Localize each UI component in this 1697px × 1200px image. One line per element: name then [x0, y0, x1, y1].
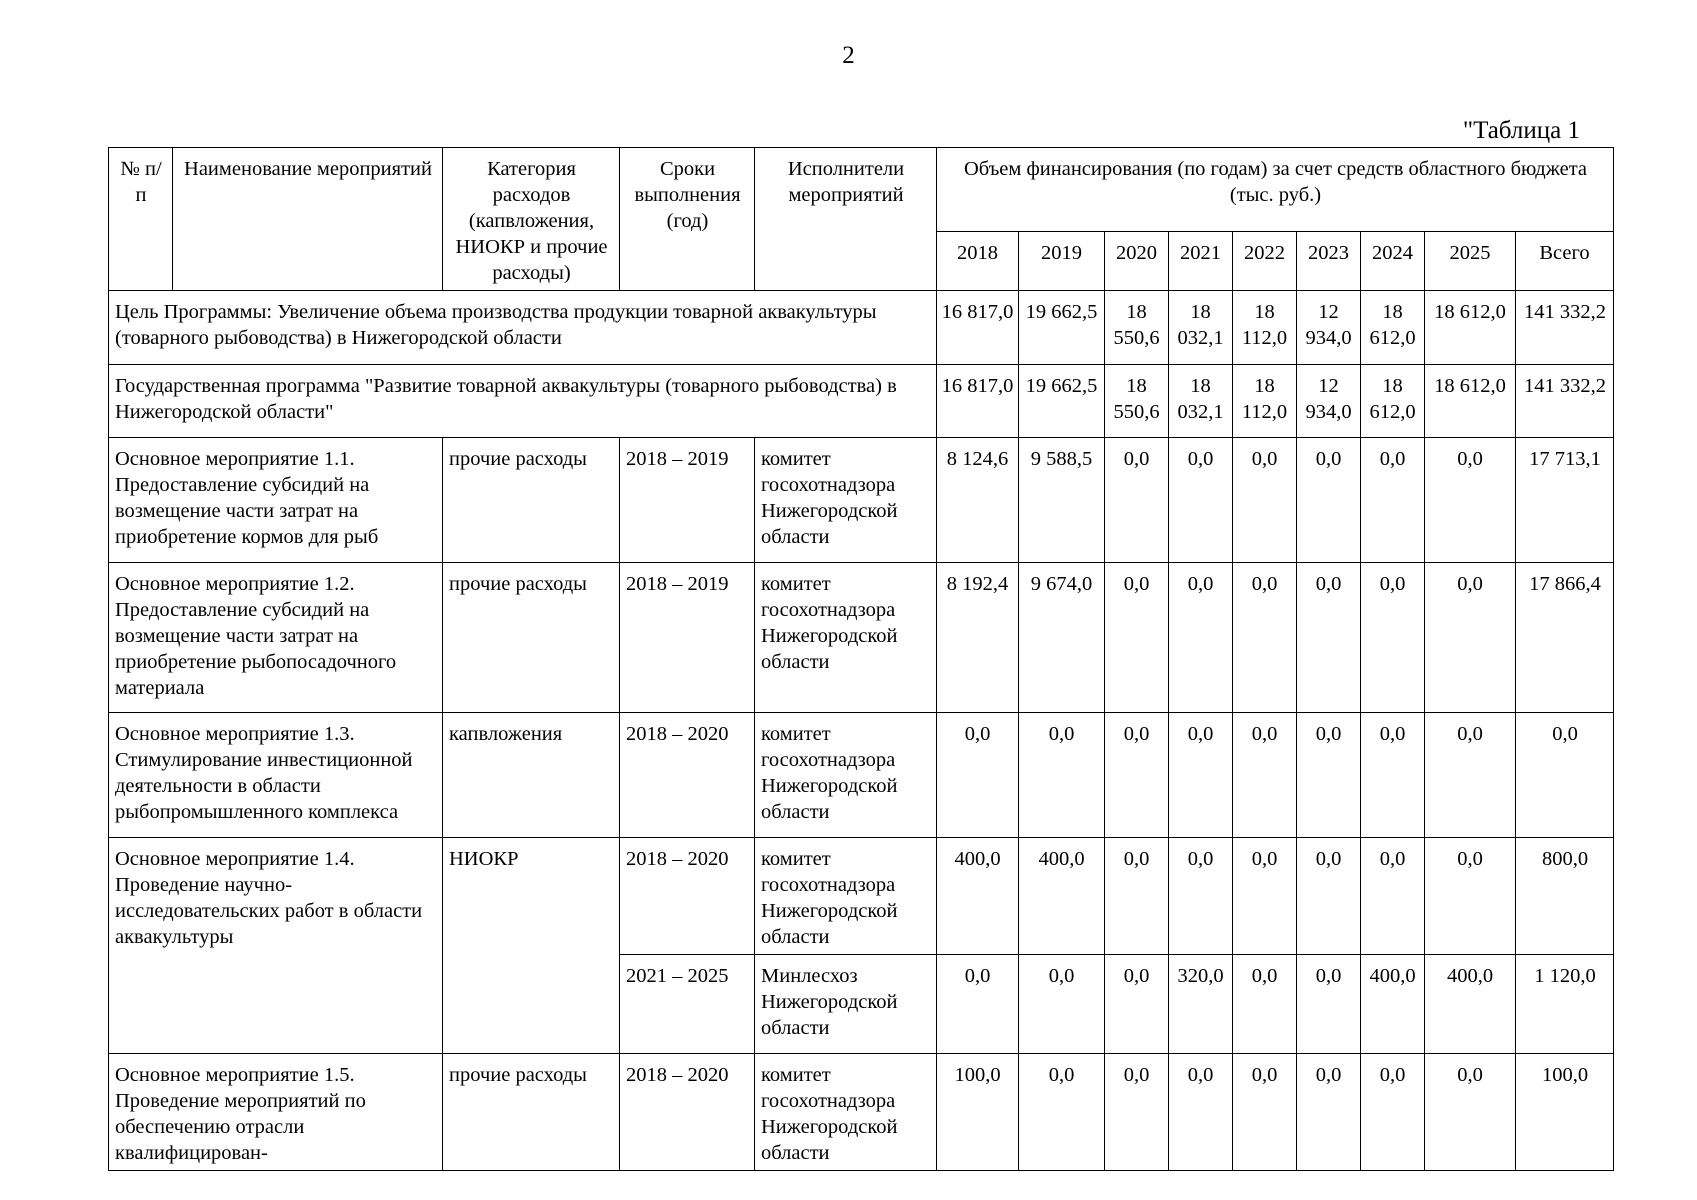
measure-executor: комитет госохотнадзора Нижегородской области: [755, 438, 937, 563]
measure-value: 0,0: [1019, 1054, 1105, 1171]
goal-value: 18 550,6: [1105, 291, 1169, 365]
goal-row: [109, 291, 1614, 365]
measure-value: 0,0: [1105, 563, 1169, 713]
program-value: 18 032,1: [1169, 365, 1233, 438]
measure-total: 17 866,4: [1516, 563, 1614, 713]
measure-value: 0,0: [1297, 955, 1361, 1054]
measure-value: 0,0: [1105, 838, 1169, 955]
measure-value: 0,0: [1019, 713, 1105, 838]
header-year: 2018: [937, 231, 1019, 290]
measure-executor: комитет госохотнадзора Нижегородской области: [755, 838, 937, 955]
measure-name: Основное мероприятие 1.5. Проведение мероприятий по обеспечению отрасли квалифицирован-: [109, 1054, 443, 1171]
measure-total: 17 713,1: [1516, 438, 1614, 563]
measure-name: Основное мероприятие 1.3. Стимулирование инвестиционной деятельности в области рыбопромышленного комплекса: [109, 713, 443, 838]
header-category: Категория расходов (капвложения, НИОКР и прочие расходы): [443, 148, 620, 291]
table-row: [109, 713, 1614, 838]
page-number: 2: [842, 42, 855, 69]
table-header-row: [109, 148, 1614, 232]
table-row: [109, 563, 1614, 713]
header-year: 2023: [1297, 231, 1361, 290]
table-row: [109, 1054, 1614, 1171]
measure-value: 9 674,0: [1019, 563, 1105, 713]
measure-category: капвложения: [443, 713, 620, 838]
measure-category: прочие расходы: [443, 563, 620, 713]
measure-value: 0,0: [1425, 438, 1516, 563]
measure-name: Основное мероприятие 1.2. Предоставление субсидий на возмещение части затрат на приобретение рыбопосадочного материала: [109, 563, 443, 713]
measure-category: НИОКР: [443, 838, 620, 1054]
goal-value: 18 612,0: [1425, 291, 1516, 365]
measure-value: 0,0: [1105, 438, 1169, 563]
measure-value: 0,0: [1105, 713, 1169, 838]
measure-value: 400,0: [1361, 955, 1425, 1054]
measure-name: Основное мероприятие 1.4. Проведение научно-исследовательских работ в области аквакультуры: [109, 838, 443, 1054]
measure-value: 9 588,5: [1019, 438, 1105, 563]
header-year: 2019: [1019, 231, 1105, 290]
program-label: Государственная программа "Развитие товарной аквакультуры (товарного рыбоводства) в Нижегородской области": [109, 365, 937, 438]
program-value: 16 817,0: [937, 365, 1019, 438]
measure-value: 400,0: [937, 838, 1019, 955]
table-row: [109, 438, 1614, 563]
measure-value: 0,0: [1233, 713, 1297, 838]
header-year-total: Всего: [1516, 231, 1614, 290]
measure-total: 100,0: [1516, 1054, 1614, 1171]
measure-value: 0,0: [1169, 838, 1233, 955]
header-name: Наименование мероприятий: [173, 148, 443, 291]
measure-total: 1 120,0: [1516, 955, 1614, 1054]
goal-value: 12 934,0: [1297, 291, 1361, 365]
header-year: 2025: [1425, 231, 1516, 290]
measure-category: прочие расходы: [443, 438, 620, 563]
measure-value: 0,0: [1425, 838, 1516, 955]
measure-value: 0,0: [1105, 1054, 1169, 1171]
measure-value: 0,0: [937, 713, 1019, 838]
measure-value: 320,0: [1169, 955, 1233, 1054]
measure-value: 0,0: [1169, 1054, 1233, 1171]
goal-label: Цель Программы: Увеличение объема производства продукции товарной аквакультуры (товарного рыбоводства) в Нижегородской области: [109, 291, 937, 365]
table-row: [109, 838, 1614, 955]
measure-value: 0,0: [937, 955, 1019, 1054]
measure-value: 0,0: [1297, 1054, 1361, 1171]
header-year: 2020: [1105, 231, 1169, 290]
header-year: 2022: [1233, 231, 1297, 290]
measure-value: 0,0: [1105, 955, 1169, 1054]
measure-value: 0,0: [1233, 838, 1297, 955]
measure-value: 0,0: [1297, 713, 1361, 838]
table-caption: "Таблица 1: [1462, 117, 1580, 144]
goal-value: 18 112,0: [1233, 291, 1297, 365]
header-executors: Исполнители мероприятий: [755, 148, 937, 291]
program-value: 18 612,0: [1361, 365, 1425, 438]
measure-value: 0,0: [1297, 438, 1361, 563]
header-year: 2024: [1361, 231, 1425, 290]
goal-value: 19 662,5: [1019, 291, 1105, 365]
goal-value: 16 817,0: [937, 291, 1019, 365]
measure-value: 0,0: [1233, 438, 1297, 563]
measure-executor: комитет госохотнадзора Нижегородской области: [755, 1054, 937, 1171]
measure-value: 0,0: [1361, 1054, 1425, 1171]
measure-value: 0,0: [1169, 713, 1233, 838]
header-num: № п/п: [109, 148, 173, 291]
measure-value: 0,0: [1169, 563, 1233, 713]
measure-total: 0,0: [1516, 713, 1614, 838]
measure-period: 2018 – 2020: [620, 838, 755, 955]
measure-value: 8 124,6: [937, 438, 1019, 563]
program-value: 12 934,0: [1297, 365, 1361, 438]
measure-value: 400,0: [1425, 955, 1516, 1054]
measure-name: Основное мероприятие 1.1. Предоставление субсидий на возмещение части затрат на приобретение кормов для рыб: [109, 438, 443, 563]
measure-total: 800,0: [1516, 838, 1614, 955]
program-value: 18 112,0: [1233, 365, 1297, 438]
measure-period: 2021 – 2025: [620, 955, 755, 1054]
measure-value: 8 192,4: [937, 563, 1019, 713]
measure-value: 0,0: [1425, 713, 1516, 838]
goal-total: 141 332,2: [1516, 291, 1614, 365]
measure-category: прочие расходы: [443, 1054, 620, 1171]
program-total: 141 332,2: [1516, 365, 1614, 438]
measure-value: 0,0: [1297, 838, 1361, 955]
measure-period: 2018 – 2019: [620, 438, 755, 563]
measure-value: 0,0: [1425, 563, 1516, 713]
measure-executor: комитет госохотнадзора Нижегородской области: [755, 713, 937, 838]
header-year: 2021: [1169, 231, 1233, 290]
measure-value: 0,0: [1297, 563, 1361, 713]
program-value: 18 612,0: [1425, 365, 1516, 438]
measure-executor: Минлесхоз Нижегородской области: [755, 955, 937, 1054]
header-funding: Объем финансирования (по годам) за счет средств областного бюджета (тыс. руб.): [937, 148, 1614, 232]
program-value: 18 550,6: [1105, 365, 1169, 438]
goal-value: 18 032,1: [1169, 291, 1233, 365]
measure-value: 0,0: [1233, 563, 1297, 713]
program-row: [109, 365, 1614, 438]
measure-value: 0,0: [1361, 563, 1425, 713]
measure-period: 2018 – 2020: [620, 1054, 755, 1171]
measure-value: 0,0: [1169, 438, 1233, 563]
measure-value: 100,0: [937, 1054, 1019, 1171]
funding-table: [108, 147, 1614, 1171]
measure-value: 0,0: [1361, 438, 1425, 563]
goal-value: 18 612,0: [1361, 291, 1425, 365]
measure-value: 400,0: [1019, 838, 1105, 955]
measure-period: 2018 – 2020: [620, 713, 755, 838]
header-period: Сроки выполнения (год): [620, 148, 755, 291]
program-value: 19 662,5: [1019, 365, 1105, 438]
measure-executor: комитет госохотнадзора Нижегородской области: [755, 563, 937, 713]
measure-value: 0,0: [1425, 1054, 1516, 1171]
measure-period: 2018 – 2019: [620, 563, 755, 713]
measure-value: 0,0: [1361, 713, 1425, 838]
measure-value: 0,0: [1233, 1054, 1297, 1171]
measure-value: 0,0: [1361, 838, 1425, 955]
measure-value: 0,0: [1233, 955, 1297, 1054]
measure-value: 0,0: [1019, 955, 1105, 1054]
